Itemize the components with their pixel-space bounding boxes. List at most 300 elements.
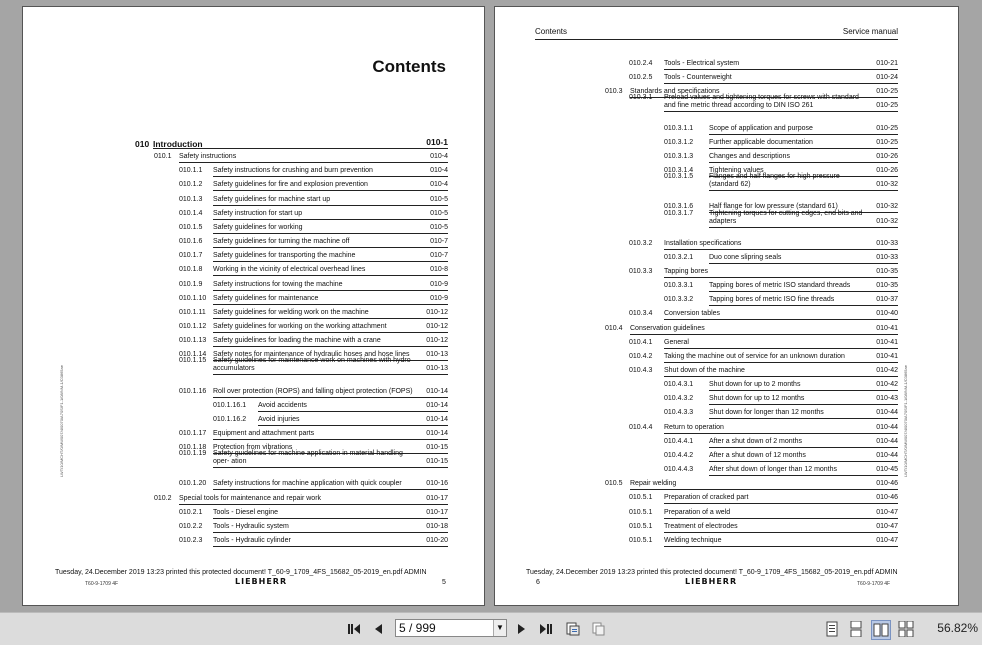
toc-title: Shut down for longer than 12 months xyxy=(709,409,824,417)
toc-page: 010-46 xyxy=(876,494,898,502)
toc-underline xyxy=(213,275,448,276)
toc-title: Safety guidelines for machine application in material handling oper- ation xyxy=(213,450,403,466)
page-number: 5 xyxy=(442,579,446,586)
toc-underline xyxy=(664,362,898,363)
toc-entry[interactable] xyxy=(179,357,448,373)
toc-underline xyxy=(179,162,448,163)
toc-number: 010.1 xyxy=(154,153,172,161)
page-number-input[interactable] xyxy=(395,619,507,637)
toc-number: 010.1.2 xyxy=(179,181,203,189)
model-code: T60-9-1709 4F xyxy=(857,581,891,587)
toc-page: 010-4 xyxy=(430,153,448,161)
toc-page: 010-5 xyxy=(430,209,448,217)
toc-title: Half flange for low pressure (standard 61) xyxy=(709,203,838,211)
toc-page: 010-26 xyxy=(876,152,898,160)
toc-entry[interactable] xyxy=(664,395,898,403)
toc-page: 010-25 xyxy=(876,102,898,110)
toc-page: 010-37 xyxy=(876,296,898,304)
toc-number: 010.3.3 xyxy=(629,267,653,275)
toc-page: 010-33 xyxy=(876,253,898,261)
prev-page-icon[interactable] xyxy=(369,620,387,638)
toc-title: Tools - Hydraulic cylinder xyxy=(213,537,291,545)
toc-underline xyxy=(664,433,898,434)
toc-underline xyxy=(213,219,448,220)
toc-number: 010.1.1 xyxy=(179,167,203,175)
toc-number: 010.3.1.5 xyxy=(664,173,694,181)
toc-title: Tapping bores xyxy=(664,267,708,275)
toc-underline xyxy=(709,418,898,419)
toc-number: 010.1.4 xyxy=(179,209,203,217)
toc-underline xyxy=(664,249,898,250)
toc-title: Taking the machine out of service for an unknown duration xyxy=(664,352,845,360)
zoom-level[interactable]: 56.82% xyxy=(937,621,978,635)
toc-entry[interactable] xyxy=(605,325,898,333)
toc-page: 010-40 xyxy=(876,310,898,318)
toc-number: 010.4.3.2 xyxy=(664,395,694,403)
toc-page: 010-41 xyxy=(876,338,898,346)
toc-page: 010-5 xyxy=(430,223,448,231)
toc-number: 010.1.14 xyxy=(179,351,207,359)
toc-page: 010-1 xyxy=(426,137,448,147)
toc-entry[interactable] xyxy=(179,281,448,289)
toc-underline xyxy=(664,503,898,504)
toc-number: 010.4.2 xyxy=(629,352,653,360)
toc-title: Duo cone slipring seals xyxy=(709,253,782,261)
page-number-value: 5 / 999 xyxy=(399,621,436,635)
toc-number: 010.3.1.3 xyxy=(664,152,694,160)
toc-underline xyxy=(709,134,898,135)
toc-title: Safety guidelines for welding work on the machine xyxy=(213,308,369,316)
brand-logo: LIEBHERR xyxy=(235,577,288,586)
print-icon[interactable] xyxy=(589,620,607,638)
toc-underline xyxy=(709,162,898,163)
toc-title: Further applicable documentation xyxy=(709,138,813,146)
toc-underline xyxy=(213,205,448,206)
toc-page: 010-44 xyxy=(876,409,898,417)
toc-number: 010.5.1 xyxy=(629,522,653,530)
toc-entry[interactable] xyxy=(629,509,898,517)
toc-entry[interactable] xyxy=(135,139,448,147)
side-code: LWT/10/MCHT/0/MW007/4/0070/A70S/F1-1/08/NM-1/C0865ae xyxy=(59,365,64,477)
toc-entry[interactable] xyxy=(179,295,448,303)
toc-page: 010-5 xyxy=(430,195,448,203)
toc-underline xyxy=(258,411,448,412)
toc-underline xyxy=(213,346,448,347)
toc-entry[interactable] xyxy=(179,224,448,232)
toc-number: 010.1.17 xyxy=(179,430,207,437)
toc-underline xyxy=(709,461,898,462)
toc-title: Safety guidelines for fire and explosion prevention xyxy=(213,181,368,189)
toc-title: Welding technique xyxy=(664,536,722,544)
toc-number: 010.1.18 xyxy=(179,444,207,452)
toc-number: 010.2 xyxy=(154,494,172,502)
toc-page: 010-7 xyxy=(430,238,448,246)
toc-entry[interactable] xyxy=(179,450,448,466)
toc-title: Introduction xyxy=(153,139,203,149)
toc-underline xyxy=(213,546,448,547)
toc-page: 010-14 xyxy=(426,415,448,423)
single-page-icon[interactable] xyxy=(823,620,841,638)
toc-page: 010-35 xyxy=(876,282,898,290)
toc-title: Tightening torques for cutting edges, end bits and adapters xyxy=(709,209,863,225)
toc-entry[interactable] xyxy=(629,367,898,375)
toc-entry[interactable] xyxy=(629,74,898,82)
toc-title: Preparation of a weld xyxy=(664,508,731,516)
toc-entry[interactable] xyxy=(664,452,898,460)
toc-page: 010-9 xyxy=(430,280,448,288)
toc-page: 010-25 xyxy=(876,138,898,146)
toc-title: Tapping bores of metric ISO fine threads xyxy=(709,296,835,304)
toc-title: Avoid accidents xyxy=(258,401,307,409)
toc-underline xyxy=(213,518,448,519)
toc-number: 010.4 xyxy=(605,324,623,332)
toc-title: Tools - Counterweight xyxy=(664,74,732,82)
toc-entry[interactable] xyxy=(179,537,448,545)
toc-entry[interactable] xyxy=(629,339,898,347)
toc-number: 010.4.4 xyxy=(629,423,653,431)
toc-number: 010.1.15 xyxy=(179,357,207,365)
toc-title: Standards and specifications xyxy=(630,88,720,96)
side-code: LWT/10/MCHT/0/MW007/4/0070/A70S/F1-1/08/NM-1/C0865ae xyxy=(903,365,908,477)
toc-number: 010.1.10 xyxy=(179,294,207,302)
toc-title: Safety guidelines for machine start up xyxy=(213,195,331,203)
toc-number: 010.1.8 xyxy=(179,266,203,274)
toc-entry[interactable] xyxy=(664,282,898,290)
toc-underline xyxy=(213,332,448,333)
toc-underline xyxy=(213,176,448,177)
toc-underline xyxy=(709,447,898,448)
toc-entry[interactable] xyxy=(664,254,898,262)
toc-number: 010.5.1 xyxy=(629,494,653,502)
toc-number: 010.3.1.7 xyxy=(664,209,694,217)
toc-page: 010-4 xyxy=(430,181,448,189)
toc-entry[interactable] xyxy=(629,268,898,276)
toc-title: Safety instructions for machine application with quick coupler xyxy=(213,480,402,488)
toc-underline xyxy=(709,475,898,476)
toc-number: 010.1.12 xyxy=(179,322,207,330)
toc-number: 010.3.1.2 xyxy=(664,138,694,146)
toc-entry[interactable] xyxy=(629,523,898,531)
toc-page: 010-43 xyxy=(876,395,898,403)
toc-page: 010-41 xyxy=(876,352,898,360)
toc-page: 010-45 xyxy=(876,466,898,474)
toc-page: 010-47 xyxy=(876,508,898,516)
toc-entry[interactable] xyxy=(179,337,448,345)
toc-underline xyxy=(664,518,898,519)
toc-entry[interactable] xyxy=(605,480,898,488)
toc-entry[interactable] xyxy=(664,153,898,161)
toc-entry[interactable] xyxy=(629,240,898,248)
toc-underline xyxy=(213,290,448,291)
toc-underline xyxy=(664,111,898,112)
toc-title: Tools - Hydraulic system xyxy=(213,522,289,530)
toc-entry[interactable] xyxy=(179,509,448,517)
toc-number: 010.4.1 xyxy=(629,338,653,346)
toc-entry[interactable] xyxy=(154,495,448,503)
toc-number: 010.1.13 xyxy=(179,337,207,345)
toc-number: 010.4.3.1 xyxy=(664,381,694,389)
toc-number: 010.4.4.3 xyxy=(664,466,694,474)
toc-number: 010.1.19 xyxy=(179,450,207,458)
toc-number: 010.1.9 xyxy=(179,280,203,288)
first-page-icon[interactable] xyxy=(345,620,363,638)
toc-title: Shut down of the machine xyxy=(664,367,745,374)
toc-entry[interactable] xyxy=(179,196,448,204)
toc-title: After a shut down of 2 months xyxy=(709,437,802,445)
toc-number: 010.3.1.6 xyxy=(664,203,694,211)
toc-title: Safety notes for maintenance of hydraulic hoses and hose lines xyxy=(213,351,410,359)
toc-page: 010-18 xyxy=(426,522,448,530)
header-rule xyxy=(535,39,898,40)
toc-entry[interactable] xyxy=(213,416,448,424)
toc-underline xyxy=(213,304,448,305)
toc-title: Safety instruction for start up xyxy=(213,209,303,217)
toc-title: Preload values and tightening torques for screws with standard and fine metric thread according to DIN ISO 261 xyxy=(664,94,859,110)
toc-page: 010-32 xyxy=(876,203,898,211)
toc-title: Safety guidelines for turning the machine off xyxy=(213,238,350,246)
toc-underline xyxy=(664,319,898,320)
toc-number: 010.4.3.3 xyxy=(664,409,694,417)
toc-underline xyxy=(213,489,448,490)
toc-title: Safety instructions for crushing and burn prevention xyxy=(213,167,373,175)
toc-number: 010.3.2 xyxy=(629,239,653,247)
toc-page: 010-13 xyxy=(426,351,448,359)
toc-underline xyxy=(258,425,448,426)
toc-number: 010.1.11 xyxy=(179,308,206,316)
toc-page: 010-16 xyxy=(426,480,448,488)
toc-entry[interactable] xyxy=(629,310,898,318)
toc-number: 010.3 xyxy=(605,88,623,96)
toc-page: 010-26 xyxy=(876,167,898,175)
toc-title: Shut down for up to 2 months xyxy=(709,381,801,389)
toc-number: 010.1.16.2 xyxy=(213,415,247,423)
toc-number: 010.1.7 xyxy=(179,252,203,260)
save-pages-icon[interactable] xyxy=(564,620,582,638)
toc-title: Treatment of electrodes xyxy=(664,522,738,530)
toc-underline xyxy=(664,348,898,349)
toc-underline xyxy=(213,439,448,440)
toc-title: Return to operation xyxy=(664,423,724,431)
model-code: T60-9-1709 4F xyxy=(85,581,119,587)
toc-entry[interactable] xyxy=(629,424,898,432)
toc-page: 010-44 xyxy=(876,423,898,431)
toc-page: 010-25 xyxy=(876,88,898,96)
toc-entry[interactable] xyxy=(179,181,448,189)
header-left: Contents xyxy=(535,27,568,36)
viewer-toolbar xyxy=(0,612,982,645)
toc-entry[interactable] xyxy=(179,430,448,438)
toc-number: 010.2.5 xyxy=(629,74,653,82)
toc-underline xyxy=(664,83,898,84)
toc-number: 010.3.1.4 xyxy=(664,167,694,175)
toc-page: 010-7 xyxy=(430,252,448,260)
toc-page: 010-20 xyxy=(426,537,448,545)
toc-underline xyxy=(709,227,898,228)
toc-underline xyxy=(213,397,448,398)
toc-title: Flanges and half flanges for high pressure (standard 62) xyxy=(709,173,840,189)
toc-entry[interactable] xyxy=(664,438,898,446)
toc-number: 010.3.4 xyxy=(629,310,653,318)
toc-underline xyxy=(213,318,448,319)
toc-number: 010.5.1 xyxy=(629,508,653,516)
toc-title: Safety guidelines for working on the working attachment xyxy=(213,322,387,330)
toc-title: Safety guidelines for maintenance xyxy=(213,294,319,302)
toc-title: Avoid injuries xyxy=(258,415,300,423)
toc-title: Safety guidelines for loading the machine with a crane xyxy=(213,337,381,345)
toc-page: 010-13 xyxy=(426,365,448,373)
toc-title: Conversion tables xyxy=(664,310,721,318)
toc-entry[interactable] xyxy=(179,323,448,331)
toc-page: 010-14 xyxy=(426,387,448,395)
next-page-icon[interactable] xyxy=(513,620,531,638)
toc-underline xyxy=(630,489,898,490)
toc-title: Tools - Diesel engine xyxy=(213,508,278,516)
toc-page: 010-25 xyxy=(876,124,898,132)
toc-page: 010-44 xyxy=(876,437,898,445)
toc-title: Equipment and attachment parts xyxy=(213,430,315,437)
toc-underline xyxy=(664,532,898,533)
toc-entry[interactable] xyxy=(179,309,448,317)
toc-entry[interactable] xyxy=(179,480,448,488)
toc-underline xyxy=(213,261,448,262)
toc-title: Scope of application and purpose xyxy=(709,124,813,132)
continuous-facing-icon[interactable] xyxy=(897,620,915,638)
chevron-down-icon[interactable]: ▼ xyxy=(493,620,506,636)
toc-number: 010.1.16 xyxy=(179,387,207,395)
toc-underline xyxy=(179,504,448,505)
toc-entry[interactable] xyxy=(629,60,898,68)
toc-entry[interactable] xyxy=(664,466,898,474)
toc-title: Tapping bores of metric ISO standard threads xyxy=(709,282,851,290)
toc-entry[interactable] xyxy=(179,167,448,175)
toc-title: Safety instructions for towing the machine xyxy=(213,280,343,288)
toc-title: Installation specifications xyxy=(664,239,742,247)
toc-page: 010-12 xyxy=(426,337,448,345)
toc-entry[interactable] xyxy=(664,139,898,147)
toc-number: 010.3.3.2 xyxy=(664,296,694,304)
toc-title: Roll over protection (ROPS) and falling object protection (FOPS) xyxy=(213,387,413,395)
toc-title: Conservation guidelines xyxy=(630,324,705,332)
toc-page: 010-33 xyxy=(876,239,898,247)
toc-number: 010.2.2 xyxy=(179,522,203,530)
toc-title: Protection from vibrations xyxy=(213,444,293,452)
toc-page: 010-24 xyxy=(876,74,898,82)
toc-title: General xyxy=(664,338,689,346)
toc-underline xyxy=(630,334,898,335)
toc-title: Repair welding xyxy=(630,480,677,488)
toc-underline xyxy=(664,376,898,377)
toc-title: Safety guidelines for maintenance work on machines with hydro accumulators xyxy=(213,357,411,373)
toc-page: 010-46 xyxy=(876,480,898,488)
last-page-icon[interactable] xyxy=(537,620,555,638)
toc-entry[interactable] xyxy=(664,125,898,133)
toc-entry[interactable] xyxy=(629,494,898,502)
toc-page: 010-12 xyxy=(426,322,448,330)
toc-number: 010.1.6 xyxy=(179,238,203,246)
left-page xyxy=(22,6,485,606)
toc-number: 010 xyxy=(135,139,150,149)
toc-page: 010-8 xyxy=(430,266,448,274)
toc-page: 010-4 xyxy=(430,167,448,175)
toc-number: 010.3.1 xyxy=(629,94,653,102)
toc-underline xyxy=(664,546,898,547)
toc-entry[interactable] xyxy=(154,153,448,161)
toc-entry[interactable] xyxy=(179,210,448,218)
toc-underline xyxy=(664,277,898,278)
toc-title: Working in the vicinity of electrical overhead lines xyxy=(213,266,366,274)
toc-title: Special tools for maintenance and repair work xyxy=(179,494,322,502)
toc-page: 010-14 xyxy=(426,401,448,409)
toc-underline xyxy=(213,467,448,468)
toc-title: After a shut down of 12 months xyxy=(709,451,806,459)
toc-page: 010-44 xyxy=(876,451,898,459)
toc-page: 010-41 xyxy=(876,324,898,332)
toc-number: 010.1.3 xyxy=(179,195,203,203)
toc-number: 010.1.16.1 xyxy=(213,401,247,409)
toc-title: Tightening values xyxy=(709,167,764,175)
page-number: 6 xyxy=(536,579,540,586)
toc-title: After shut down of longer than 12 months xyxy=(709,466,838,474)
toc-title: Preparation of cracked part xyxy=(664,494,749,502)
toc-entry[interactable] xyxy=(664,409,898,417)
contents-title: Contents xyxy=(372,57,446,76)
toc-page: 010-35 xyxy=(876,267,898,275)
toc-number: 010.5.1 xyxy=(629,536,653,544)
toc-entry[interactable] xyxy=(179,238,448,246)
toc-entry[interactable] xyxy=(664,381,898,389)
toc-number: 010.4.4.2 xyxy=(664,451,694,459)
toc-entry[interactable] xyxy=(664,210,898,226)
toc-entry[interactable] xyxy=(179,388,448,396)
toc-entry[interactable] xyxy=(179,252,448,260)
toc-title: Changes and descriptions xyxy=(709,152,790,160)
toc-entry[interactable] xyxy=(629,537,898,545)
print-footer: Tuesday, 24.December 2019 13:23 printed this protected document! T_60-9_1709_4FS_15682_05-2019_en.pdf ADMIN xyxy=(55,569,427,576)
toc-page: 010-42 xyxy=(876,381,898,389)
toc-number: 010.3.3.1 xyxy=(664,282,694,290)
toc-underline xyxy=(213,374,448,375)
toc-page: 010-17 xyxy=(426,508,448,516)
toc-page: 010-12 xyxy=(426,308,448,316)
toc-page: 010-21 xyxy=(876,60,898,67)
toc-entry[interactable] xyxy=(629,94,898,110)
toc-page: 010-15 xyxy=(426,444,448,452)
toc-entry[interactable] xyxy=(664,173,898,189)
toc-underline xyxy=(709,190,898,191)
toc-title: Tools - Electrical system xyxy=(664,60,740,67)
toc-entry[interactable] xyxy=(179,266,448,274)
toc-page: 010-17 xyxy=(426,494,448,502)
right-page xyxy=(494,6,959,606)
toc-page: 010-15 xyxy=(426,458,448,466)
toc-entry[interactable] xyxy=(213,402,448,410)
toc-number: 010.2.4 xyxy=(629,60,653,67)
toc-number: 010.2.1 xyxy=(179,508,203,516)
toc-entry[interactable] xyxy=(629,353,898,361)
toc-underline xyxy=(709,390,898,391)
toc-page: 010-32 xyxy=(876,181,898,189)
toc-number: 010.3.1.1 xyxy=(664,124,694,132)
continuous-icon[interactable] xyxy=(847,620,865,638)
toc-entry[interactable] xyxy=(179,523,448,531)
toc-entry[interactable] xyxy=(664,296,898,304)
toc-underline xyxy=(213,247,448,248)
toc-underline xyxy=(709,148,898,149)
facing-icon[interactable] xyxy=(871,620,891,640)
toc-page: 010-42 xyxy=(876,367,898,374)
toc-underline xyxy=(213,190,448,191)
toc-page: 010-14 xyxy=(426,430,448,437)
